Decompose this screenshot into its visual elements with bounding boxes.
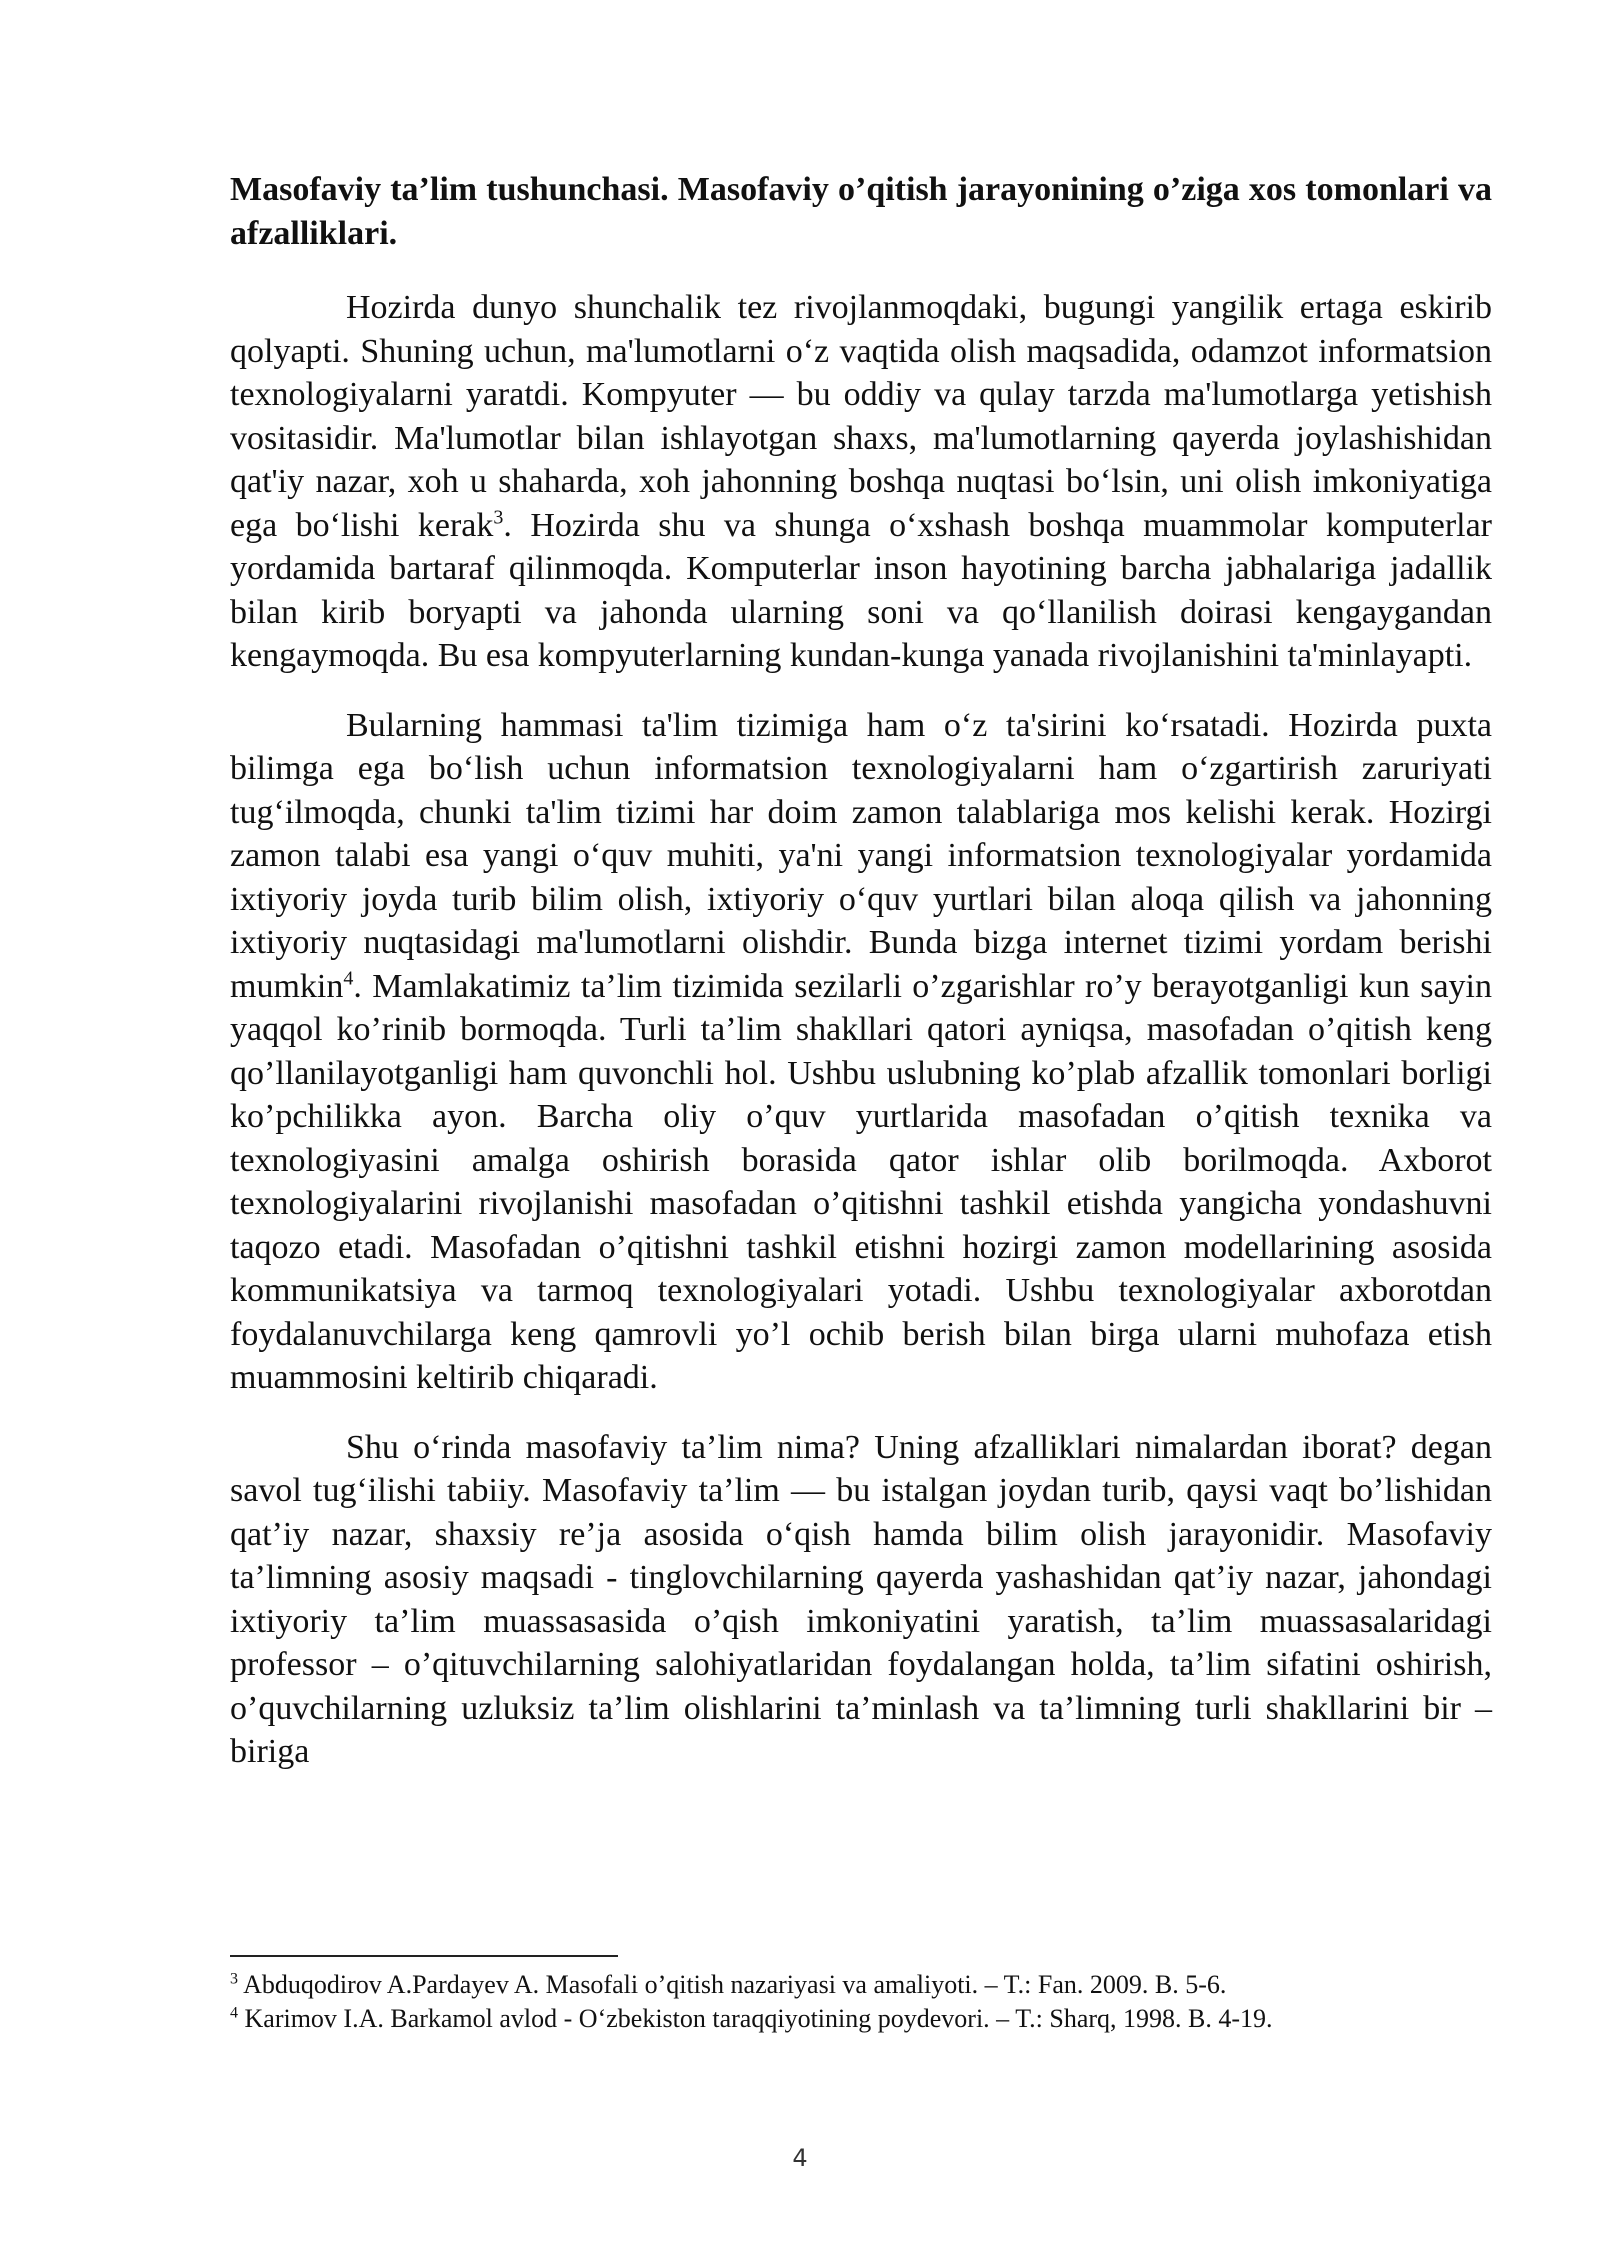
footnotes: [230, 1968, 1492, 2036]
footnote-ref-3[interactable]: 3: [493, 506, 504, 529]
section-heading: Masofaviy ta’lim tushunchasi. Masofaviy o’qitish jarayonining o’ziga xos tomonlari va afzalliklari.: [230, 171, 1492, 252]
paragraph-2-text: Bularning hammasi ta'lim tizimiga ham o‘z ta'sirini ko‘rsatadi. Hozirda puxta bilimga ega bo‘lish uchun informatsion texnologiyalarni ham o‘zgartirish zaruriyati tug‘ilmoqda, chunki ta'lim tizimi har doim zamon talablariga mos kelishi kerak. Hozirgi zamon talabi esa yangi o‘quv muhiti, ya'ni yangi informatsion texnologiyalar yordamida ixtiyoriy joyda turib bilim olish, ixtiyoriy o‘quv yurtlari bilan aloqa qilish va jahonning ixtiyoriy nuqtasidagi ma'lumotlarni olishdir. Bunda bizga internet tizimi yordam berishi mumkin: [230, 706, 1492, 1005]
footnote-number: 3: [230, 1970, 238, 1988]
paragraph-3-text: Shu o‘rinda masofaviy ta’lim nima? Uning afzalliklari nimalardan iborat? degan savol tug‘ilishi tabiiy. Masofaviy ta’lim — bu istalgan joydan turib, qaysi vaqt bo’lishidan qat’iy nazar, shaxsiy re’ja asosida o‘qish hamda bilim olish jarayonidir. Masofaviy ta’limning asosiy maqsadi - tinglovchilarning qayerda yashashidan qat’iy nazar, jahondagi ixtiyoriy ta’lim muassasasida o’qish imkoniyatini yaratish, ta’lim muassasalaridagi professor – o’qituvchilarning salohiyatlaridan foydalangan holda, ta’lim sifatini oshirish, o’quvchilarning uzluksiz ta’lim olishlarini ta’minlash va ta’limning turli shakllarini bir – biriga: [230, 1428, 1492, 1770]
paragraph-1-text-after: . Hozirda shu va shunga o‘xshash boshqa muammolar komputerlar yordamida bartaraf qilinmoqda. Komputerlar inson hayotining barcha jabhalariga jadallik bilan kirib boryapti va jahonda ularning soni va qo‘llanilish doirasi kengaygandan kengaymoqda. Bu esa kompyuterlarning kundan-kunga yanada rivojlanishini ta'minlayapti.: [230, 506, 1492, 674]
footnote-separator: [230, 1955, 618, 1957]
footnote-text: Karimov I.A. Barkamol avlod - O‘zbekiston taraqqiyotining poydevori. – T.: Sharq, 1998. B. 4-19.: [244, 2004, 1273, 2033]
document-body: [230, 168, 1492, 1800]
footnote-4: [230, 2002, 1492, 2036]
paragraph-1: [230, 286, 1492, 678]
footnote-ref-4[interactable]: 4: [343, 967, 354, 990]
paragraph-2-text-after: . Mamlakatimiz ta’lim tizimida sezilarli o’zgarishlar ro’y berayotganligi kun sayin yaqqol ko’rinib bormoqda. Turli ta’lim shakllari qatori ayniqsa, masofadan o’qitish keng qo’llanilayotganligi ham quvonchli hol. Ushbu uslubning ko’plab afzallik tomonlari borligi ko’pchilikka ayon. Barcha oliy o’quv yurtlarida masofadan o’qitish texnika va texnologiyasini amalga oshirish borasida qator ishlar olib borilmoqda. Axborot texnologiyalarini rivojlanishi masofadan o’qitishni tashkil etishda yangicha yondashuvni taqozo etadi. Masofadan o’qitishni tashkil etishni hozirgi zamon modellarining asosida kommunikatsiya va tarmoq texnologiyalari yotadi. Ushbu texnologiyalar axborotdan foydalanuvchilarga keng qamrovli yo’l ochib berish bilan birga ularni muhofaza etish muammosini keltirib chiqaradi.: [230, 967, 1492, 1396]
footnote-3: [230, 1968, 1492, 2002]
page-number: 4: [792, 2144, 808, 2172]
footnote-number: 4: [230, 2004, 238, 2022]
paragraph-2: [230, 704, 1492, 1400]
paragraph-1-text: Hozirda dunyo shunchalik tez rivojlanmoqdaki, bugungi yangilik ertaga eskirib qolyapti. Shuning uchun, ma'lumotlarni o‘z vaqtida olish maqsadida, odamzot informatsion texnologiyalarni yaratdi. Kompyuter — bu oddiy va qulay tarzda ma'lumotlarga yetishish vositasidir. Ma'lumotlar bilan ishlayotgan shaxs, ma'lumotlarning qayerda joylashishidan qat'iy nazar, xoh u shaharda, xoh jahonning boshqa nuqtasi bo‘lsin, uni olish imkoniyatiga ega bo‘lishi kerak: [230, 289, 1492, 544]
footnote-text: Abduqodirov A.Pardayev A. Masofali o’qitish nazariyasi va amaliyoti. – T.: Fan. 2009. B. 5-6.: [243, 1970, 1227, 1999]
paragraph-3: [230, 1426, 1492, 1774]
